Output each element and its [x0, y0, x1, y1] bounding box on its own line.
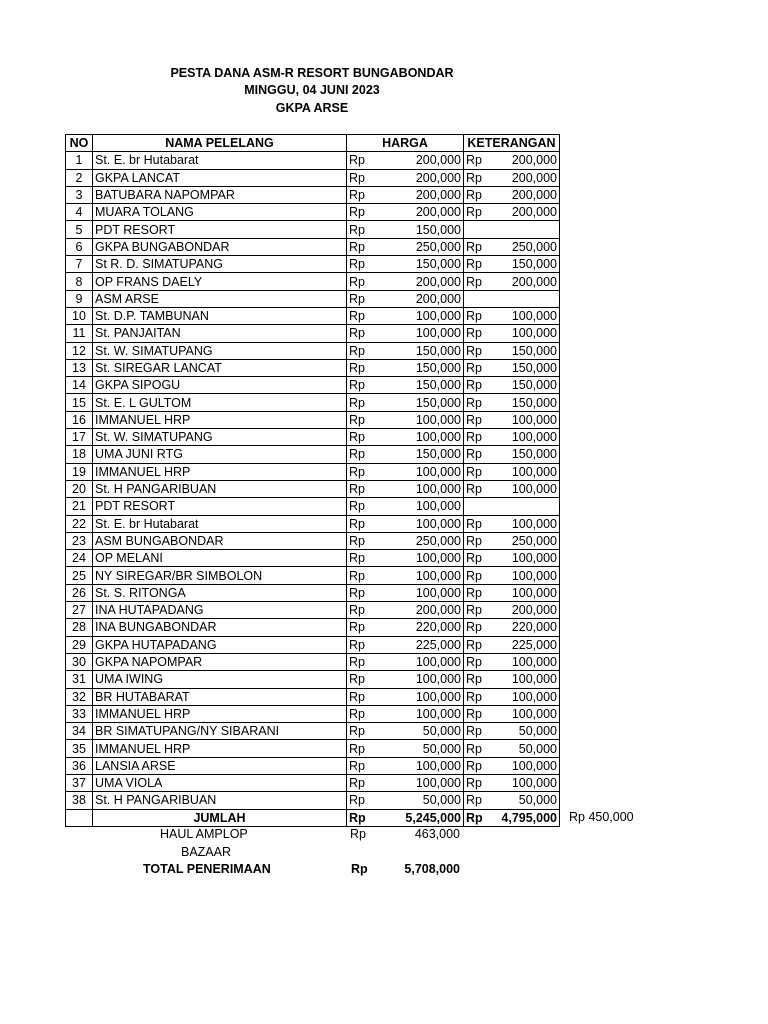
row-ket: 150,000: [491, 342, 560, 359]
row-name: UMA IWING: [93, 671, 347, 688]
row-harga-currency: Rp: [347, 532, 378, 549]
row-no: 22: [66, 515, 93, 532]
row-harga-currency: Rp: [347, 394, 378, 411]
row-no: 18: [66, 446, 93, 463]
row-no: 21: [66, 498, 93, 515]
row-no: 33: [66, 705, 93, 722]
row-harga-currency: Rp: [347, 221, 378, 238]
table-row: [66, 602, 560, 619]
row-harga: 150,000: [377, 221, 464, 238]
row-name: OP FRANS DAELY: [93, 273, 347, 290]
row-ket-currency: Rp: [464, 480, 492, 497]
row-ket: 50,000: [491, 740, 560, 757]
row-ket: 100,000: [491, 411, 560, 428]
row-name: IMMANUEL HRP: [93, 463, 347, 480]
row-no: 34: [66, 723, 93, 740]
row-no: 32: [66, 688, 93, 705]
row-harga: 100,000: [377, 584, 464, 601]
row-no: 8: [66, 273, 93, 290]
row-harga: 100,000: [377, 705, 464, 722]
row-ket: 100,000: [491, 757, 560, 774]
row-harga-currency: Rp: [347, 463, 378, 480]
row-harga: 50,000: [377, 740, 464, 757]
row-no: 31: [66, 671, 93, 688]
row-harga-currency: Rp: [347, 342, 378, 359]
row-ket: 250,000: [491, 238, 560, 255]
row-harga-currency: Rp: [347, 723, 378, 740]
table-row: [66, 688, 560, 705]
row-harga: 250,000: [377, 532, 464, 549]
row-harga-currency: Rp: [347, 273, 378, 290]
row-name: GKPA LANCAT: [93, 169, 347, 186]
row-ket-currency: Rp: [464, 463, 492, 480]
row-harga-currency: Rp: [347, 653, 378, 670]
col-header-name: NAMA PELELANG: [93, 135, 347, 152]
row-harga-currency: Rp: [347, 619, 378, 636]
row-harga: 150,000: [377, 377, 464, 394]
row-name: GKPA NAPOMPAR: [93, 653, 347, 670]
row-harga-currency: Rp: [347, 256, 378, 273]
row-ket: 100,000: [491, 567, 560, 584]
row-ket-currency: [464, 498, 492, 515]
row-harga: 250,000: [377, 238, 464, 255]
jumlah-harga-currency: Rp: [347, 809, 378, 826]
row-no: 15: [66, 394, 93, 411]
document-date: MINGGU, 04 JUNI 2023: [244, 83, 380, 97]
row-no: 11: [66, 325, 93, 342]
row-name: BR SIMATUPANG/NY SIBARANI: [93, 723, 347, 740]
document-title: PESTA DANA ASM-R RESORT BUNGABONDAR: [170, 66, 454, 80]
col-header-harga: HARGA: [347, 135, 464, 152]
row-harga-currency: Rp: [347, 429, 378, 446]
row-harga-currency: Rp: [347, 290, 378, 307]
row-name: ASM BUNGABONDAR: [93, 532, 347, 549]
row-ket: 100,000: [491, 515, 560, 532]
document-place: GKPA ARSE: [275, 101, 349, 115]
table-row: [66, 342, 560, 359]
row-harga-currency: Rp: [347, 152, 378, 169]
row-ket: 50,000: [491, 792, 560, 809]
row-ket-currency: Rp: [464, 411, 492, 428]
row-harga: 200,000: [377, 602, 464, 619]
table-row: [66, 446, 560, 463]
table-row: [66, 671, 560, 688]
jumlah-row: [66, 809, 560, 826]
row-name: MUARA TOLANG: [93, 204, 347, 221]
row-harga: 100,000: [377, 411, 464, 428]
row-ket-currency: Rp: [464, 169, 492, 186]
haul-amplop-currency: Rp: [350, 827, 366, 841]
col-header-keterangan: KETERANGAN: [464, 135, 560, 152]
row-harga: 100,000: [377, 688, 464, 705]
row-harga-currency: Rp: [347, 186, 378, 203]
row-name: St R. D. SIMATUPANG: [93, 256, 347, 273]
row-no: 26: [66, 584, 93, 601]
table-row: [66, 480, 560, 497]
row-ket: 150,000: [491, 256, 560, 273]
row-name: IMMANUEL HRP: [93, 740, 347, 757]
row-ket: 150,000: [491, 377, 560, 394]
row-ket-currency: Rp: [464, 273, 492, 290]
table-row: [66, 567, 560, 584]
row-ket-currency: Rp: [464, 377, 492, 394]
row-harga: 100,000: [377, 671, 464, 688]
row-ket-currency: Rp: [464, 342, 492, 359]
row-ket-currency: Rp: [464, 204, 492, 221]
row-harga: 200,000: [377, 169, 464, 186]
row-no: 7: [66, 256, 93, 273]
row-harga-currency: Rp: [347, 307, 378, 324]
row-ket-currency: Rp: [464, 774, 492, 791]
table-row: [66, 584, 560, 601]
row-name: ASM ARSE: [93, 290, 347, 307]
table-row: [66, 532, 560, 549]
haul-amplop-label: HAUL AMPLOP: [160, 827, 248, 841]
row-harga: 100,000: [377, 480, 464, 497]
table-row: [66, 359, 560, 376]
row-ket: 200,000: [491, 273, 560, 290]
row-ket: 100,000: [491, 307, 560, 324]
row-no: 9: [66, 290, 93, 307]
row-name: St. H PANGARIBUAN: [93, 480, 347, 497]
row-harga: 200,000: [377, 290, 464, 307]
row-no: 3: [66, 186, 93, 203]
table-row: [66, 256, 560, 273]
jumlah-label: JUMLAH: [93, 809, 347, 826]
row-ket-currency: Rp: [464, 705, 492, 722]
row-ket: [491, 498, 560, 515]
row-harga: 100,000: [377, 653, 464, 670]
row-harga: 100,000: [377, 429, 464, 446]
row-name: BATUBARA NAPOMPAR: [93, 186, 347, 203]
row-no: 20: [66, 480, 93, 497]
row-name: NY SIREGAR/BR SIMBOLON: [93, 567, 347, 584]
row-harga-currency: Rp: [347, 480, 378, 497]
table-row: [66, 740, 560, 757]
row-ket-currency: Rp: [464, 584, 492, 601]
row-harga: 100,000: [377, 567, 464, 584]
row-ket-currency: Rp: [464, 238, 492, 255]
row-ket: 200,000: [491, 186, 560, 203]
row-harga-currency: Rp: [347, 359, 378, 376]
row-harga: 100,000: [377, 550, 464, 567]
row-no: 4: [66, 204, 93, 221]
row-harga: 150,000: [377, 394, 464, 411]
table-row: [66, 429, 560, 446]
table-row: [66, 273, 560, 290]
row-ket-currency: Rp: [464, 567, 492, 584]
row-harga: 150,000: [377, 446, 464, 463]
row-harga-currency: Rp: [347, 757, 378, 774]
row-harga: 200,000: [377, 186, 464, 203]
row-harga-currency: Rp: [347, 411, 378, 428]
row-name: IMMANUEL HRP: [93, 411, 347, 428]
row-ket: 225,000: [491, 636, 560, 653]
row-harga: 100,000: [377, 307, 464, 324]
row-harga-currency: Rp: [347, 584, 378, 601]
row-harga: 50,000: [377, 723, 464, 740]
total-penerimaan-amount: 5,708,000: [404, 862, 460, 876]
table-row: [66, 307, 560, 324]
row-harga-currency: Rp: [347, 636, 378, 653]
row-no: 1: [66, 152, 93, 169]
row-ket-currency: Rp: [464, 307, 492, 324]
row-no: 25: [66, 567, 93, 584]
row-ket-currency: Rp: [464, 359, 492, 376]
row-ket: 200,000: [491, 152, 560, 169]
row-ket: 100,000: [491, 429, 560, 446]
table-row: [66, 792, 560, 809]
row-name: St. W. SIMATUPANG: [93, 429, 347, 446]
table-row: [66, 550, 560, 567]
table-row: [66, 325, 560, 342]
row-harga-currency: Rp: [347, 325, 378, 342]
table-body: [66, 152, 560, 809]
table-row: [66, 204, 560, 221]
row-harga: 200,000: [377, 204, 464, 221]
table-row: [66, 774, 560, 791]
row-name: INA BUNGABONDAR: [93, 619, 347, 636]
row-ket: 100,000: [491, 480, 560, 497]
row-ket: 100,000: [491, 653, 560, 670]
row-name: St. E. br Hutabarat: [93, 515, 347, 532]
row-name: PDT RESORT: [93, 498, 347, 515]
row-ket: 200,000: [491, 204, 560, 221]
row-ket-currency: Rp: [464, 619, 492, 636]
row-ket-currency: Rp: [464, 186, 492, 203]
col-header-no: NO: [66, 135, 93, 152]
row-harga: 100,000: [377, 325, 464, 342]
row-no: 24: [66, 550, 93, 567]
row-name: GKPA BUNGABONDAR: [93, 238, 347, 255]
row-harga-currency: Rp: [347, 498, 378, 515]
table-row: [66, 186, 560, 203]
row-name: PDT RESORT: [93, 221, 347, 238]
row-harga: 150,000: [377, 256, 464, 273]
row-harga-currency: Rp: [347, 792, 378, 809]
row-ket-currency: Rp: [464, 515, 492, 532]
row-no: 10: [66, 307, 93, 324]
row-ket: 50,000: [491, 723, 560, 740]
row-ket: 250,000: [491, 532, 560, 549]
row-ket: [491, 221, 560, 238]
table-row: [66, 394, 560, 411]
jumlah-ket-currency: Rp: [464, 809, 492, 826]
row-harga: 200,000: [377, 152, 464, 169]
row-ket-currency: Rp: [464, 671, 492, 688]
table-row: [66, 705, 560, 722]
row-harga-currency: Rp: [347, 515, 378, 532]
row-ket-currency: Rp: [464, 723, 492, 740]
table-row: [66, 238, 560, 255]
row-ket: 200,000: [491, 169, 560, 186]
table-row: [66, 463, 560, 480]
row-harga-currency: Rp: [347, 550, 378, 567]
row-no: 19: [66, 463, 93, 480]
row-no: 16: [66, 411, 93, 428]
table-row: [66, 515, 560, 532]
row-harga-currency: Rp: [347, 377, 378, 394]
jumlah-ket: 4,795,000: [491, 809, 560, 826]
row-ket-currency: Rp: [464, 325, 492, 342]
row-ket-currency: [464, 221, 492, 238]
row-ket: 100,000: [491, 688, 560, 705]
row-harga: 200,000: [377, 273, 464, 290]
row-harga-currency: Rp: [347, 602, 378, 619]
row-ket: 200,000: [491, 602, 560, 619]
row-harga-currency: Rp: [347, 705, 378, 722]
row-harga: 220,000: [377, 619, 464, 636]
total-penerimaan-label: TOTAL PENERIMAAN: [143, 862, 271, 876]
row-ket: 150,000: [491, 359, 560, 376]
row-ket-currency: Rp: [464, 532, 492, 549]
row-name: UMA VIOLA: [93, 774, 347, 791]
row-no: 13: [66, 359, 93, 376]
total-penerimaan-currency: Rp: [351, 862, 368, 876]
table-row: [66, 377, 560, 394]
row-harga-currency: Rp: [347, 169, 378, 186]
row-no: 27: [66, 602, 93, 619]
table-row: [66, 636, 560, 653]
row-harga-currency: Rp: [347, 204, 378, 221]
row-ket-currency: Rp: [464, 688, 492, 705]
row-harga-currency: Rp: [347, 774, 378, 791]
row-harga: 100,000: [377, 757, 464, 774]
row-ket: 100,000: [491, 705, 560, 722]
row-ket-currency: Rp: [464, 152, 492, 169]
row-name: OP MELANI: [93, 550, 347, 567]
row-harga-currency: Rp: [347, 688, 378, 705]
row-name: UMA JUNI RTG: [93, 446, 347, 463]
bazaar-label: BAZAAR: [181, 845, 232, 859]
row-no: 35: [66, 740, 93, 757]
row-name: INA HUTAPADANG: [93, 602, 347, 619]
table-header-row: [66, 135, 560, 152]
row-ket: 220,000: [491, 619, 560, 636]
jumlah-harga: 5,245,000: [377, 809, 464, 826]
row-harga: 100,000: [377, 774, 464, 791]
difference-amount: Rp 450,000: [569, 810, 634, 824]
haul-amplop-amount: 463,000: [414, 827, 460, 841]
row-ket-currency: Rp: [464, 653, 492, 670]
row-ket: 100,000: [491, 550, 560, 567]
row-ket-currency: Rp: [464, 636, 492, 653]
table-row: [66, 653, 560, 670]
row-no: 6: [66, 238, 93, 255]
row-no: 2: [66, 169, 93, 186]
row-ket: 100,000: [491, 774, 560, 791]
row-name: LANSIA ARSE: [93, 757, 347, 774]
row-no: 17: [66, 429, 93, 446]
table-row: [66, 169, 560, 186]
jumlah-no: [66, 809, 93, 826]
row-no: 23: [66, 532, 93, 549]
row-ket: [491, 290, 560, 307]
row-ket-currency: Rp: [464, 394, 492, 411]
row-harga: 150,000: [377, 342, 464, 359]
row-name: St. D.P. TAMBUNAN: [93, 307, 347, 324]
table-row: [66, 619, 560, 636]
auction-table: [65, 134, 560, 827]
row-name: BR HUTABARAT: [93, 688, 347, 705]
row-no: 30: [66, 653, 93, 670]
row-harga-currency: Rp: [347, 446, 378, 463]
row-ket: 100,000: [491, 671, 560, 688]
row-harga-currency: Rp: [347, 740, 378, 757]
row-ket: 150,000: [491, 394, 560, 411]
row-ket-currency: [464, 290, 492, 307]
row-ket-currency: Rp: [464, 550, 492, 567]
row-name: GKPA HUTAPADANG: [93, 636, 347, 653]
row-ket-currency: Rp: [464, 429, 492, 446]
row-name: St. SIREGAR LANCAT: [93, 359, 347, 376]
row-harga: 150,000: [377, 359, 464, 376]
row-no: 36: [66, 757, 93, 774]
row-harga: 225,000: [377, 636, 464, 653]
row-harga-currency: Rp: [347, 567, 378, 584]
row-ket-currency: Rp: [464, 602, 492, 619]
row-ket: 150,000: [491, 446, 560, 463]
row-harga-currency: Rp: [347, 671, 378, 688]
row-name: St. E. br Hutabarat: [93, 152, 347, 169]
row-name: GKPA SIPOGU: [93, 377, 347, 394]
table-row: [66, 152, 560, 169]
row-name: St. S. RITONGA: [93, 584, 347, 601]
row-harga: 100,000: [377, 515, 464, 532]
row-name: St. PANJAITAN: [93, 325, 347, 342]
row-ket-currency: Rp: [464, 792, 492, 809]
row-name: St. E. L GULTOM: [93, 394, 347, 411]
row-harga-currency: Rp: [347, 238, 378, 255]
row-harga: 100,000: [377, 498, 464, 515]
row-name: St. H PANGARIBUAN: [93, 792, 347, 809]
row-name: St. W. SIMATUPANG: [93, 342, 347, 359]
table-row: [66, 757, 560, 774]
row-ket: 100,000: [491, 463, 560, 480]
row-ket-currency: Rp: [464, 256, 492, 273]
row-no: 38: [66, 792, 93, 809]
row-harga: 100,000: [377, 463, 464, 480]
row-no: 28: [66, 619, 93, 636]
row-no: 14: [66, 377, 93, 394]
row-ket-currency: Rp: [464, 740, 492, 757]
row-no: 29: [66, 636, 93, 653]
row-ket: 100,000: [491, 584, 560, 601]
table-row: [66, 411, 560, 428]
table-row: [66, 723, 560, 740]
row-harga: 50,000: [377, 792, 464, 809]
table-row: [66, 498, 560, 515]
row-ket-currency: Rp: [464, 446, 492, 463]
row-ket-currency: Rp: [464, 757, 492, 774]
table-row: [66, 221, 560, 238]
row-name: IMMANUEL HRP: [93, 705, 347, 722]
table-row: [66, 290, 560, 307]
row-no: 5: [66, 221, 93, 238]
row-no: 12: [66, 342, 93, 359]
row-no: 37: [66, 774, 93, 791]
row-ket: 100,000: [491, 325, 560, 342]
